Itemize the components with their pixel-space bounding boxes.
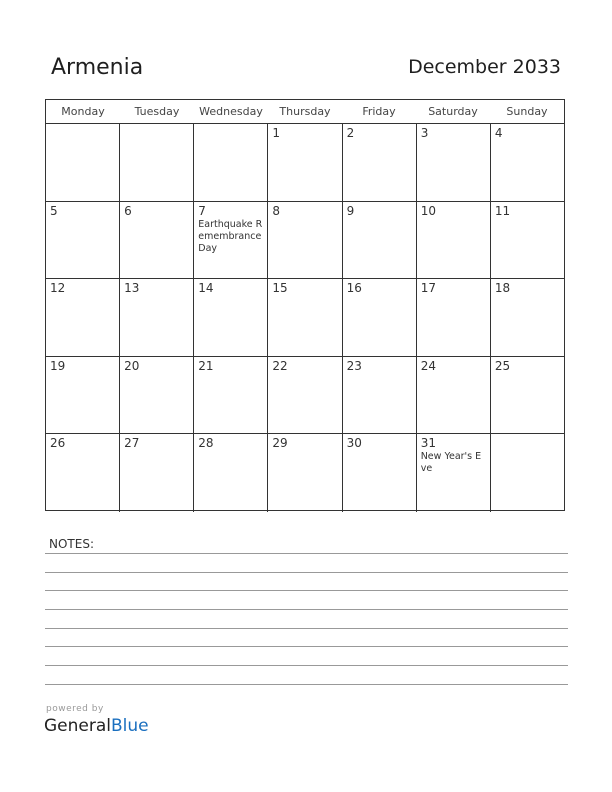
weekday-sunday: Sunday	[506, 105, 548, 118]
note-line	[45, 590, 568, 591]
day-cell	[343, 124, 417, 201]
day-number: 24	[420, 358, 436, 373]
day-number: 3	[420, 126, 429, 140]
day-number: 17	[420, 281, 436, 296]
day-number: 21	[198, 358, 214, 373]
day-cell	[120, 202, 194, 279]
day-cell	[491, 202, 564, 279]
day-cell	[46, 124, 120, 201]
day-cell	[268, 202, 342, 279]
day-cell	[46, 357, 120, 434]
month-year-title: December 2033	[408, 56, 561, 78]
brand-blue-text: Blue	[111, 716, 149, 736]
day-cell	[268, 434, 342, 512]
day-cell	[194, 279, 268, 356]
note-line	[45, 665, 568, 666]
day-cell	[268, 357, 342, 434]
day-number: 14	[198, 281, 214, 296]
day-number: 1	[272, 126, 281, 140]
week-row	[46, 357, 564, 435]
note-line	[45, 572, 568, 573]
day-number: 8	[272, 203, 281, 218]
day-cell	[46, 279, 120, 356]
day-event: Earthquake Remembrance Day	[198, 218, 263, 254]
day-cell	[46, 202, 120, 279]
day-cell	[417, 434, 491, 512]
notes-label: NOTES:	[49, 537, 94, 551]
week-row	[46, 124, 564, 202]
note-line	[45, 628, 568, 629]
day-cell	[120, 434, 194, 512]
day-cell	[46, 434, 120, 512]
day-number: 31	[420, 436, 436, 451]
day-cell	[194, 202, 268, 279]
powered-by-text: powered by	[46, 704, 104, 714]
day-number: 13	[124, 281, 140, 296]
week-row	[46, 202, 564, 280]
calendar-grid	[45, 99, 565, 511]
day-cell	[491, 357, 564, 434]
day-number: 30	[346, 436, 362, 451]
weekday-monday: Monday	[61, 105, 105, 118]
day-cell	[194, 124, 268, 201]
day-event: New Year's Eve	[420, 451, 482, 475]
day-cell	[343, 202, 417, 279]
day-number: 25	[494, 358, 511, 373]
day-number: 26	[50, 436, 66, 451]
day-number: 19	[50, 358, 66, 373]
day-cell	[491, 434, 564, 512]
note-line	[45, 646, 568, 647]
day-number: 7	[198, 203, 206, 218]
day-number: 10	[420, 203, 436, 218]
day-number: 2	[346, 126, 355, 140]
day-number: 9	[346, 203, 355, 218]
day-cell	[491, 279, 564, 356]
weekday-header-row	[46, 100, 564, 124]
day-cell	[417, 202, 491, 279]
week-row	[46, 279, 564, 357]
generalblue-logo[interactable]	[44, 716, 149, 736]
weekday-wednesday: Wednesday	[199, 105, 263, 118]
day-cell	[417, 279, 491, 356]
day-number: 27	[124, 436, 140, 451]
day-number: 4	[494, 126, 503, 140]
day-cell	[120, 357, 194, 434]
note-line	[45, 684, 568, 685]
weekday-tuesday: Tuesday	[134, 105, 180, 118]
note-line	[45, 609, 568, 610]
country-title: Armenia	[51, 55, 144, 80]
day-cell	[343, 279, 417, 356]
day-number: 12	[50, 281, 66, 296]
day-cell	[491, 124, 564, 201]
day-number: 18	[494, 281, 511, 296]
day-cell	[268, 124, 342, 201]
brand-general-text: General	[44, 716, 111, 736]
day-number: 5	[50, 203, 58, 218]
day-cell	[343, 357, 417, 434]
day-cell	[417, 357, 491, 434]
day-cell	[194, 357, 268, 434]
weekday-friday: Friday	[362, 105, 396, 118]
day-cell	[417, 124, 491, 201]
day-number: 16	[346, 281, 362, 296]
note-line	[45, 553, 568, 554]
weekday-thursday: Thursday	[279, 105, 331, 118]
week-row	[46, 434, 564, 512]
day-number: 29	[272, 436, 288, 451]
day-number: 15	[272, 281, 288, 296]
day-cell	[343, 434, 417, 512]
day-number: 6	[124, 203, 132, 218]
weekday-saturday: Saturday	[428, 105, 478, 118]
day-number: 23	[346, 358, 362, 373]
day-cell	[194, 434, 268, 512]
day-number: 20	[124, 358, 140, 373]
day-number: 22	[272, 358, 288, 373]
day-cell	[120, 124, 194, 201]
day-number: 11	[494, 203, 511, 218]
day-number: 28	[198, 436, 214, 451]
day-cell	[268, 279, 342, 356]
day-cell	[120, 279, 194, 356]
